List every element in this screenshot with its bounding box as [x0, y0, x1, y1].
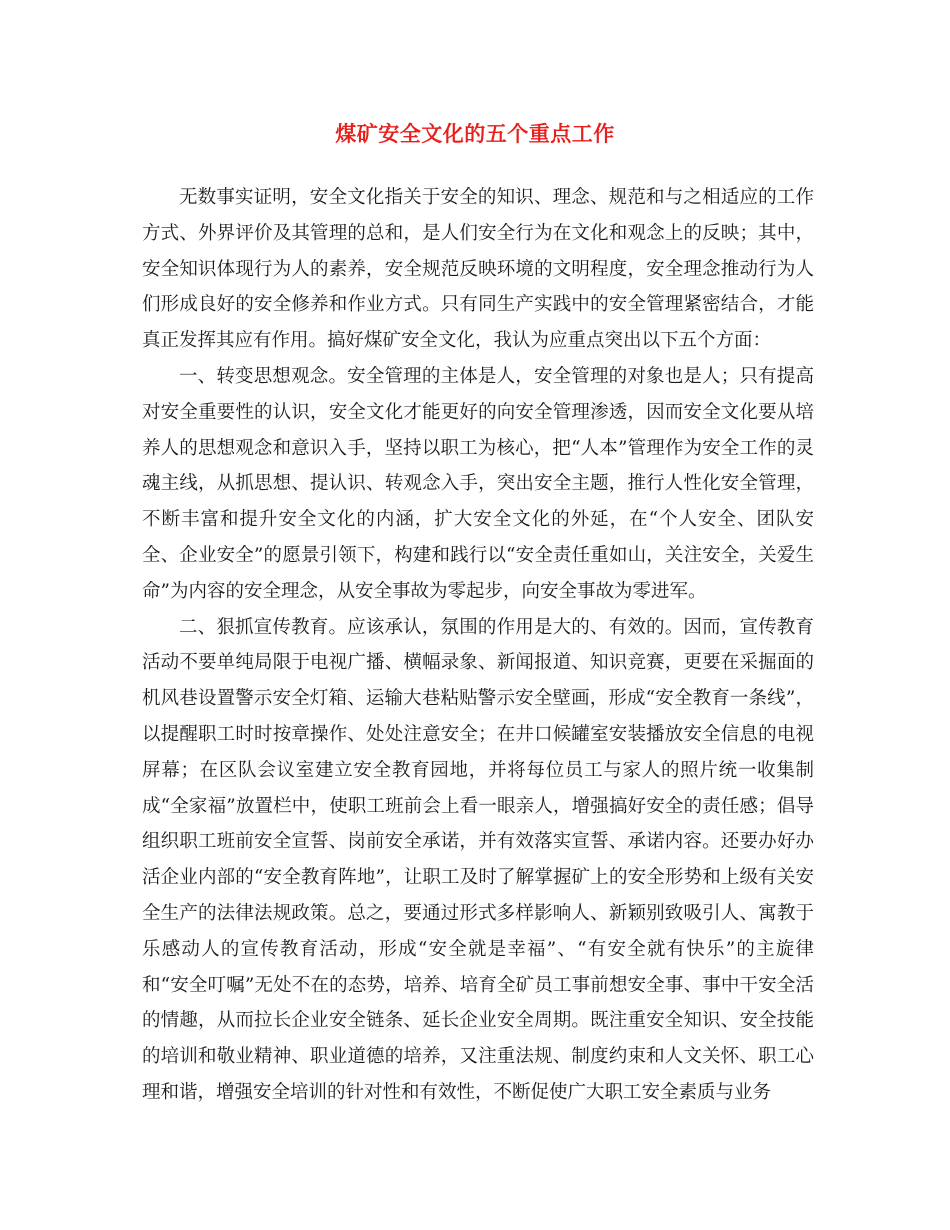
paragraph-point-1: 一、转变思想观念。安全管理的主体是人，安全管理的对象也是人；只有提高对安全重要性的认识，安全文化才能更好的向安全管理渗透，因而安全文化要从培养人的思想观念和意识入手，坚持以职工为核心，把“人本”管理作为安全工作的灵魂主线，从抓思想、提认识、转观念入手，突出安全主题，推行人性化安全管理，不断丰富和提升安全文化的内涵，扩大安全文化的外延，在“个人安全、团队安全、企业安全”的愿景引领下，构建和践行以“安全责任重如山，关注安全，关爱生命”为内容的安全理念，从安全事故为零起步，向安全事故为零进军。: [142, 365, 814, 602]
document-body: [142, 180, 814, 1111]
paragraph-intro: 无数事实证明，安全文化指关于安全的知识、理念、规范和与之相适应的工作方式、外界评价及其管理的总和，是人们安全行为在文化和观念上的反映；其中，安全知识体现行为人的素养，安全规范反映环境的文明程度，安全理念推动行为人们形成良好的安全修养和作业方式。只有同生产实践中的安全管理紧密结合，才能真正发挥其应有作用。搞好煤矿安全文化，我认为应重点突出以下五个方面：: [142, 187, 814, 352]
document-title: 煤矿安全文化的五个重点工作: [335, 122, 615, 146]
paragraph-point-2: 二、狠抓宣传教育。应该承认，氛围的作用是大的、有效的。因而，宣传教育活动不要单纯局限于电视广播、横幅录象、新闻报道、知识竞赛，更要在采掘面的机风巷设置警示安全灯箱、运输大巷粘贴警示安全壁画，形成“安全教育一条线”，以提醒职工时时按章操作、处处注意安全；在井口候罐室安装播放安全信息的电视屏幕；在区队会议室建立安全教育园地，并将每位员工与家人的照片统一收集制成“全家福”放置栏中，使职工班前会上看一眼亲人，增强搞好安全的责任感；倡导组织职工班前安全宣誓、岗前安全承诺，并有效落实宣誓、承诺内容。还要办好办活企业内部的“安全教育阵地”，让职工及时了解掌握矿上的安全形势和上级有关安全生产的法律法规政策。总之，要通过形式多样影响人、新颖别致吸引人、寓教于乐感动人的宣传教育活动，形成“安全就是幸福”、“有安全就有快乐”的主旋律和“安全叮嘱”无处不在的态势，培养、培育全矿员工事前想安全事、事中干安全活的情趣，从而拉长企业安全链条、延长企业安全周期。既注重安全知识、安全技能的培训和敬业精神、职业道德的培养，又注重法规、制度约束和人文关怀、职工心理和谐，增强安全培训的针对性和有效性，不断促使广大职工安全素质与业务: [142, 616, 814, 1103]
